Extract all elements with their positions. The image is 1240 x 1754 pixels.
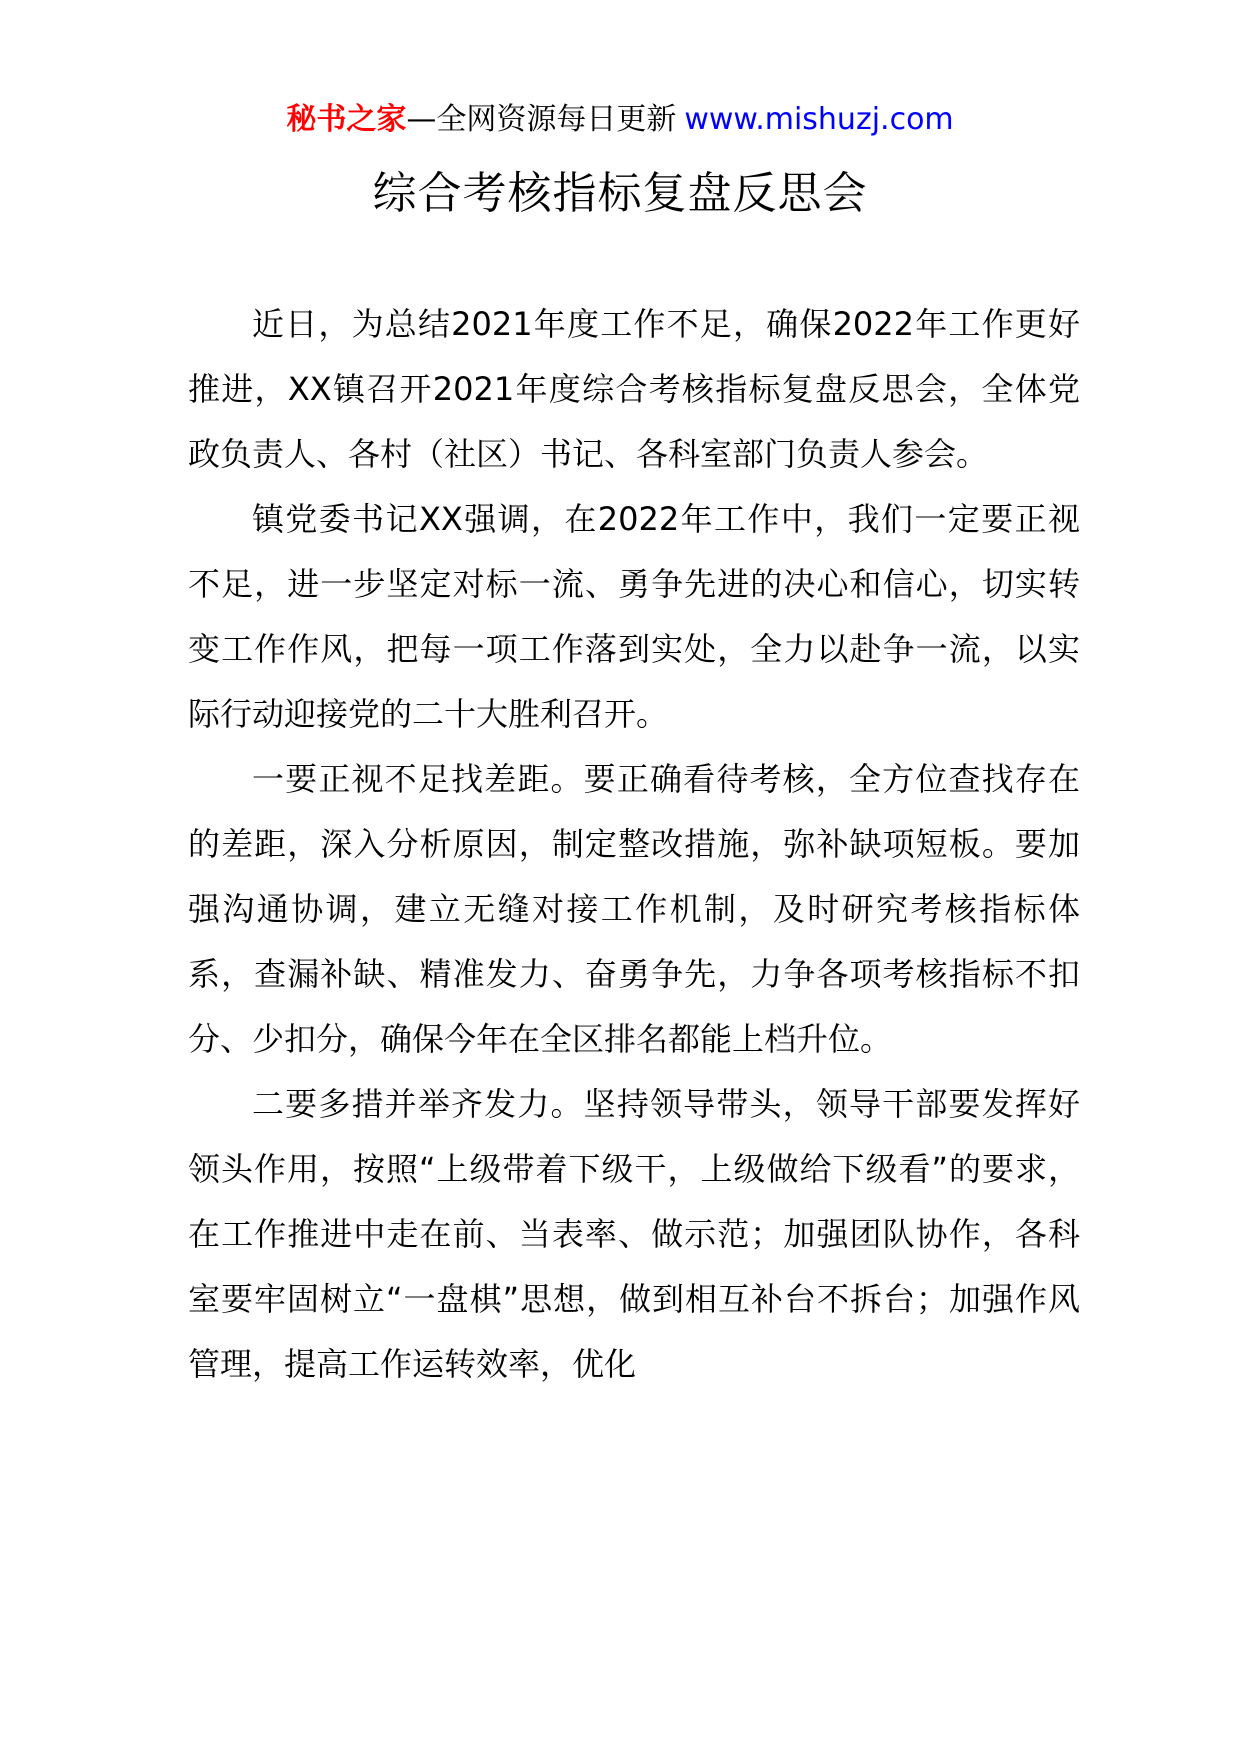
paragraph-point-one: 一要正视不足找差距。要正确看待考核，全方位查找存在的差距，深入分析原因，制定整改措施，弥补缺项短板。要加强沟通协调，建立无缝对接工作机制，及时研究考核指标体系，查漏补缺、精准发力、奋勇争先，力争各项考核指标不扣分、少扣分，确保今年在全区排名都能上档升位。	[188, 760, 1080, 1058]
document-title: 综合考核指标复盘反思会	[372, 168, 868, 219]
header-tagline: —全网资源每日更新	[406, 102, 677, 137]
paragraph-intro: 近日，为总结2021年度工作不足，确保2022年工作更好推进，XX镇召开2021年度综合考核指标复盘反思会，全体党政负责人、各村（社区）书记、各科室部门负责人参会。	[188, 305, 1080, 473]
brand-name: 秘书之家	[286, 102, 407, 137]
site-header	[0, 100, 1240, 140]
site-url-link[interactable]: www.mishuzj.com	[684, 102, 954, 137]
paragraph-secretary-remarks: 镇党委书记XX强调，在2022年工作中，我们一定要正视不足，进一步坚定对标一流、勇争先进的决心和信心，切实转变工作作风，把每一项工作落到实处，全力以赴争一流，以实际行动迎接党的二十大胜利召开。	[188, 500, 1080, 733]
document-body	[188, 292, 1080, 1397]
paragraph-point-two: 二要多措并举齐发力。坚持领导带头，领导干部要发挥好领头作用，按照“上级带着下级干，上级做给下级看”的要求，在工作推进中走在前、当表率、做示范；加强团队协作，各科室要牢固树立“一盘棋”思想，做到相互补台不拆台；加强作风管理，提高工作运转效率，优化	[188, 1085, 1080, 1383]
